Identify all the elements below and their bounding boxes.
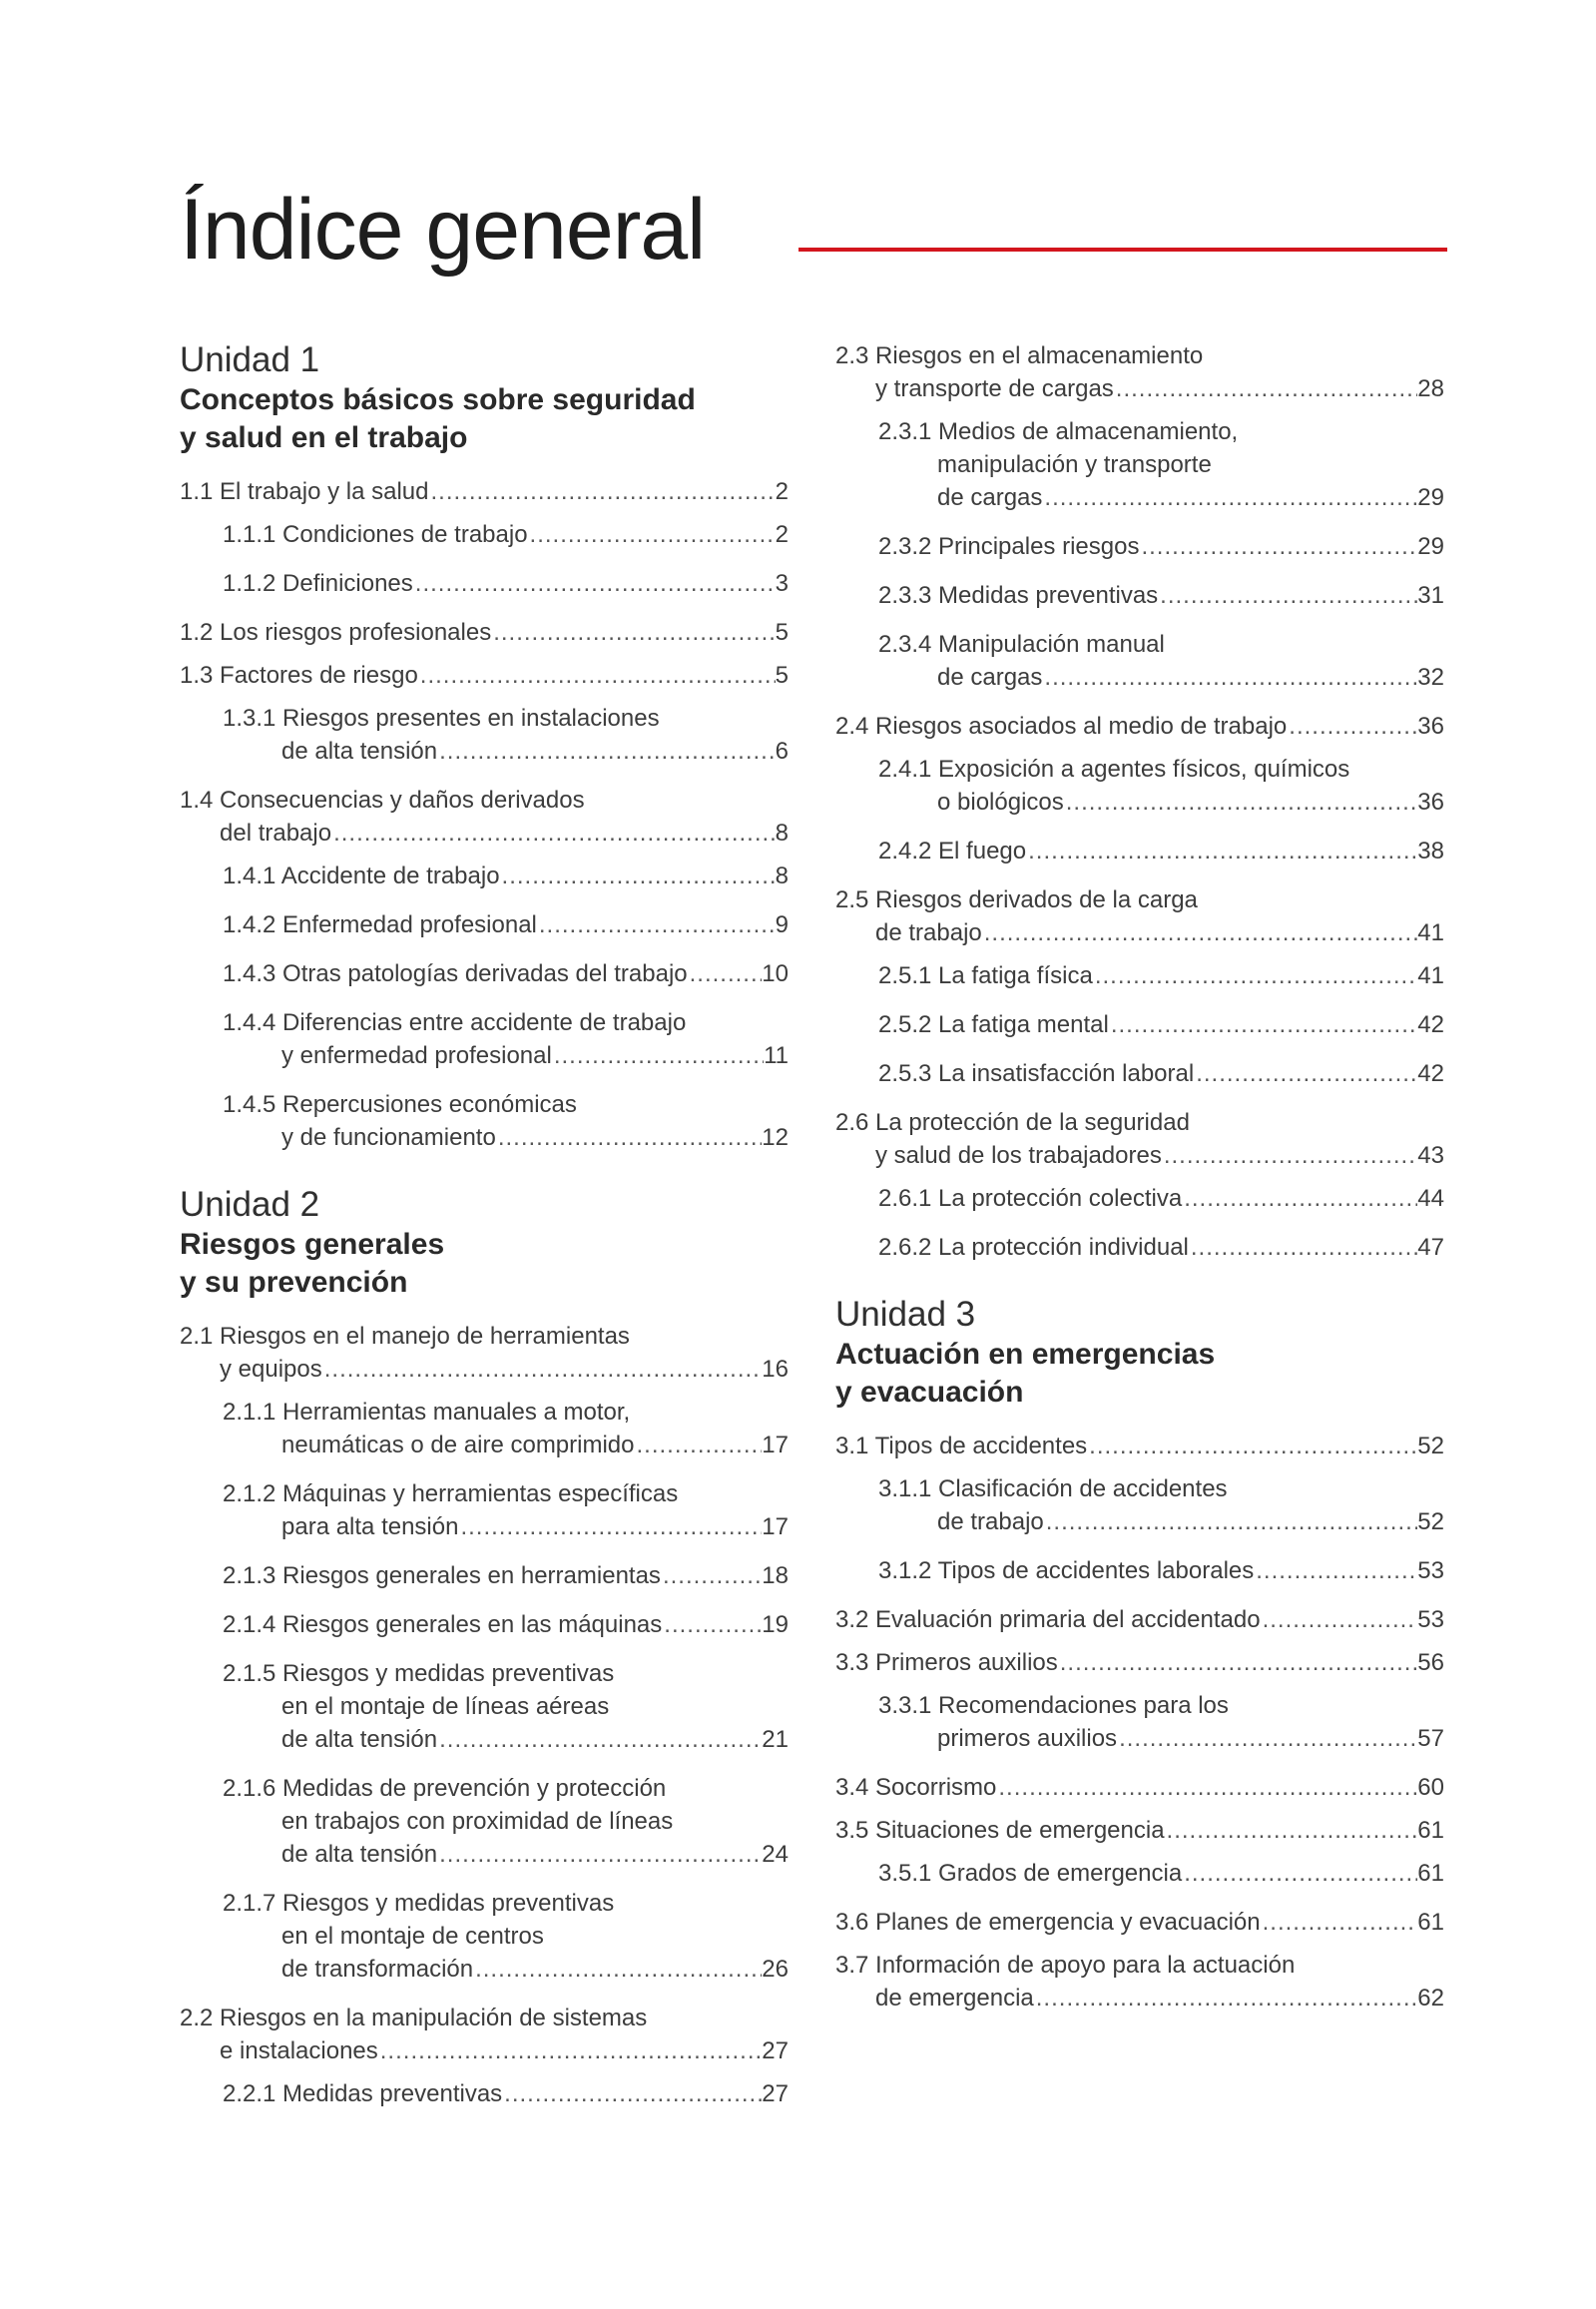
unit-label: Unidad 1 <box>180 340 320 379</box>
toc-entry-line: 2.1.7 Riesgos y medidas preventivas <box>223 1890 615 1917</box>
toc-entry[interactable] <box>835 1949 1444 2015</box>
dot-leader <box>437 1838 762 1871</box>
toc-entry-text: y enfermedad profesional <box>281 1042 552 1069</box>
toc-entry[interactable] <box>180 908 789 941</box>
toc-entry[interactable] <box>835 883 1444 949</box>
page-number: 60 <box>1417 1774 1444 1801</box>
toc-entry-line <box>835 1814 1444 1847</box>
toc-entry[interactable] <box>835 1472 1444 1538</box>
toc-entry-line <box>878 481 1444 514</box>
dot-leader <box>1194 1057 1417 1090</box>
toc-entry[interactable] <box>180 1088 789 1154</box>
dot-leader <box>1139 530 1417 563</box>
dot-leader <box>1109 1008 1417 1041</box>
toc-entry[interactable] <box>835 959 1444 992</box>
toc-entry-line: 3.1.1 Clasificación de accidentes <box>878 1475 1228 1502</box>
toc-entry-line <box>835 372 1444 405</box>
toc-entry-text: 1.4.2 Enfermedad profesional <box>223 911 537 938</box>
title-area <box>180 175 1447 285</box>
page-number: 29 <box>1417 533 1444 560</box>
toc-entry-text: 1.4.3 Otras patologías derivadas del trabajo <box>223 960 688 987</box>
page-number: 36 <box>1417 789 1444 816</box>
toc-entry[interactable] <box>835 1906 1444 1939</box>
toc-entry-text: 2.5.1 La fatiga física <box>878 962 1093 989</box>
toc-entry[interactable] <box>180 1320 789 1386</box>
toc-entry-line <box>878 1505 1444 1538</box>
toc-entry-line: 1.3.1 Riesgos presentes en instalaciones <box>223 705 660 732</box>
toc-entry-text: 2.1.3 Riesgos generales en herramientas <box>223 1562 661 1589</box>
toc-entry-line: 2.4.1 Exposición a agentes físicos, químicos <box>878 756 1350 783</box>
dot-leader <box>331 817 776 850</box>
page-number: 6 <box>775 738 789 765</box>
toc-entry-text: 2.5.2 La fatiga mental <box>878 1011 1109 1038</box>
unit-heading-line: y su prevención <box>180 1266 408 1299</box>
toc-entry-text: para alta tensión <box>281 1513 459 1540</box>
toc-entry-line <box>835 1430 1444 1462</box>
toc-entry-line: en trabajos con proximidad de líneas <box>281 1808 674 1835</box>
toc-entry-line <box>223 1510 789 1543</box>
toc-entry-text: 3.4 Socorrismo <box>835 1774 997 1801</box>
dot-leader <box>496 1121 762 1154</box>
page-number: 61 <box>1417 1817 1444 1844</box>
toc-entry[interactable] <box>180 1006 789 1072</box>
toc-entry-line: 2.1.5 Riesgos y medidas preventivas <box>223 1660 615 1687</box>
toc-entry[interactable] <box>835 1689 1444 1755</box>
page-number: 43 <box>1417 1142 1444 1169</box>
page-number: 41 <box>1417 919 1444 946</box>
toc-entry[interactable] <box>180 784 789 850</box>
toc-entry-text: 2.3.3 Medidas preventivas <box>878 582 1159 609</box>
toc-entry-text: 2.1.4 Riesgos generales en las máquinas <box>223 1611 663 1638</box>
dot-leader <box>437 1723 762 1756</box>
toc-entry-text: de emergencia <box>875 1985 1034 2012</box>
toc-entry-text: de cargas <box>937 484 1043 511</box>
page-number: 8 <box>775 863 789 889</box>
toc-entry-text: 1.3 Factores de riesgo <box>180 662 418 689</box>
dot-leader <box>1254 1554 1417 1587</box>
toc-entry-text: y de funcionamiento <box>281 1124 496 1151</box>
toc-entry[interactable] <box>835 530 1444 563</box>
toc-entry-line: manipulación y transporte <box>937 451 1212 478</box>
toc-entry[interactable] <box>180 1396 789 1461</box>
dot-leader <box>661 1559 762 1592</box>
unit-heading <box>835 1336 1444 1412</box>
toc-entry-line <box>223 567 789 600</box>
toc-entry[interactable] <box>835 339 1444 405</box>
toc-entry-text: 3.1 Tipos de accidentes <box>835 1433 1088 1459</box>
dot-leader <box>528 518 776 551</box>
dot-leader <box>1182 1182 1417 1215</box>
dot-leader <box>552 1039 764 1072</box>
toc-entry-text: de alta tensión <box>281 738 438 765</box>
unit-heading-line: Riesgos generales <box>180 1228 445 1261</box>
page-number: 11 <box>764 1042 789 1069</box>
toc-column-left <box>180 339 789 2140</box>
toc-entry-line <box>223 735 789 768</box>
title-rule <box>798 248 1447 252</box>
toc-entry-text: 1.1.1 Condiciones de trabajo <box>223 521 528 548</box>
page-title: Índice general <box>180 182 706 278</box>
toc-entry[interactable] <box>835 1554 1444 1587</box>
toc-entry-line: 2.1.2 Máquinas y herramientas específicas <box>223 1480 679 1507</box>
dot-leader <box>437 735 776 768</box>
dot-leader <box>1044 1505 1418 1538</box>
toc-entry-text: 1.1.2 Definiciones <box>223 570 413 597</box>
dot-leader <box>1034 1982 1418 2015</box>
page-number: 24 <box>762 1841 789 1868</box>
toc-entry-line <box>835 1603 1444 1636</box>
toc-entry-line <box>878 1057 1444 1090</box>
page-number: 41 <box>1417 962 1444 989</box>
dot-leader <box>635 1429 763 1461</box>
dot-leader <box>428 475 775 508</box>
page-number: 42 <box>1417 1060 1444 1087</box>
page-number: 16 <box>762 1356 789 1383</box>
dot-leader <box>378 2034 763 2067</box>
toc-entry-line: 2.1.6 Medidas de prevención y protección <box>223 1775 667 1802</box>
toc-entry-text: e instalaciones <box>220 2037 378 2064</box>
toc-entry[interactable] <box>180 860 789 892</box>
dot-leader <box>1064 786 1418 819</box>
toc-entry-line <box>878 959 1444 992</box>
toc-entry-text: 2.4.2 El fuego <box>878 838 1027 865</box>
toc-entry-text: 2.3.2 Principales riesgos <box>878 533 1140 560</box>
toc-entry-line <box>878 786 1444 819</box>
toc-entry[interactable] <box>180 567 789 600</box>
page-number: 27 <box>762 2037 789 2064</box>
dot-leader <box>491 616 775 649</box>
toc-entry-line: 3.3.1 Recomendaciones para los <box>878 1692 1229 1719</box>
toc-entry-line <box>223 1429 789 1461</box>
toc-entry-text: y salud de los trabajadores <box>875 1142 1162 1169</box>
toc-entry[interactable] <box>835 1814 1444 1847</box>
page-number: 18 <box>762 1562 789 1589</box>
dot-leader <box>322 1353 763 1386</box>
page-number: 56 <box>1417 1649 1444 1676</box>
dot-leader <box>982 916 1418 949</box>
page-number: 19 <box>762 1611 789 1638</box>
toc-entry-text: de alta tensión <box>281 1726 438 1753</box>
page-number: 12 <box>762 1124 789 1151</box>
toc-entry[interactable] <box>180 2077 789 2110</box>
toc-entry-line: 2.3.1 Medios de almacenamiento, <box>878 418 1239 445</box>
toc-entry-text: 2.6.1 La protección colectiva <box>878 1185 1183 1212</box>
toc-entry-text: neumáticas o de aire comprimido <box>281 1432 635 1458</box>
toc-entry-line <box>180 475 789 508</box>
toc-entry-text: de transformación <box>281 1956 474 1983</box>
dot-leader <box>418 659 776 692</box>
toc-entry[interactable] <box>835 1430 1444 1462</box>
page-number: 53 <box>1417 1606 1444 1633</box>
toc-entry-line <box>223 518 789 551</box>
unit-heading-line: Conceptos básicos sobre seguridad <box>180 383 696 416</box>
toc-entry[interactable] <box>180 957 789 990</box>
page-number: 47 <box>1417 1234 1444 1261</box>
dot-leader <box>458 1510 762 1543</box>
dot-leader <box>500 860 776 892</box>
toc-entry-text: 2.5.3 La insatisfacción laboral <box>878 1060 1195 1087</box>
toc-entry[interactable] <box>835 628 1444 694</box>
page-number: 17 <box>762 1513 789 1540</box>
toc-entry[interactable] <box>180 475 789 508</box>
page-number: 5 <box>775 662 789 689</box>
unit-heading <box>180 381 789 457</box>
toc-entry-text: 1.1 El trabajo y la salud <box>180 478 429 505</box>
page-number: 5 <box>775 619 789 646</box>
unit-block <box>180 339 789 1154</box>
toc-entry-line <box>835 916 1444 949</box>
toc-entry-line: 1.4 Consecuencias y daños derivados <box>180 787 585 814</box>
toc-entry-line: 3.7 Información de apoyo para la actuación <box>835 1952 1296 1979</box>
toc-entry-line <box>835 710 1444 743</box>
toc-entry[interactable] <box>835 1231 1444 1264</box>
toc-entry-text: de trabajo <box>875 919 982 946</box>
page-number: 61 <box>1417 1909 1444 1936</box>
page-number: 62 <box>1417 1985 1444 2012</box>
unit-label: Unidad 3 <box>835 1295 976 1334</box>
toc-entry[interactable] <box>835 753 1444 819</box>
toc-entry-line <box>223 860 789 892</box>
toc-entry-line: 2.2 Riesgos en la manipulación de sistemas <box>180 2005 648 2031</box>
toc-entry-line <box>835 1982 1444 2015</box>
page-number: 32 <box>1417 664 1444 691</box>
dot-leader <box>1165 1814 1418 1847</box>
toc-entry-line <box>180 2034 789 2067</box>
toc-entry[interactable] <box>180 702 789 768</box>
toc-entry-line <box>180 659 789 692</box>
toc-entry-line: 2.3.4 Manipulación manual <box>878 631 1165 658</box>
toc-entry[interactable] <box>180 659 789 692</box>
page-number: 2 <box>775 478 789 505</box>
unit-block <box>835 1294 1444 2015</box>
page-number: 53 <box>1417 1557 1444 1584</box>
unit-block <box>180 1184 789 2110</box>
toc-entry-line <box>223 1723 789 1756</box>
page-number: 52 <box>1417 1433 1444 1459</box>
toc-entry-line: 1.4.5 Repercusiones económicas <box>223 1091 577 1118</box>
page-number: 31 <box>1417 582 1444 609</box>
dot-leader <box>1261 1603 1418 1636</box>
toc-entry-text: de trabajo <box>937 1508 1044 1535</box>
toc-entry[interactable] <box>835 1106 1444 1172</box>
toc-entry-text: de cargas <box>937 664 1043 691</box>
page-number: 44 <box>1417 1185 1444 1212</box>
toc-entry[interactable] <box>835 1646 1444 1679</box>
page-number: 26 <box>762 1956 789 1983</box>
toc-entry[interactable] <box>835 1771 1444 1804</box>
dot-leader <box>996 1771 1417 1804</box>
toc-entry[interactable] <box>835 1857 1444 1890</box>
toc-column-right <box>835 339 1444 2044</box>
dot-leader <box>1189 1231 1417 1264</box>
toc-entry-line: en el montaje de líneas aéreas <box>281 1693 610 1720</box>
toc-entry-line <box>878 579 1444 612</box>
toc-entry-line <box>835 1646 1444 1679</box>
toc-entry-text: de alta tensión <box>281 1841 438 1868</box>
toc-entry[interactable] <box>180 1477 789 1543</box>
toc-entry[interactable] <box>180 1559 789 1592</box>
page-number: 21 <box>762 1726 789 1753</box>
toc-entry[interactable] <box>180 1772 789 1871</box>
toc-entry-line <box>180 817 789 850</box>
toc-entry-line <box>878 835 1444 867</box>
unit-heading-line: Actuación en emergencias <box>835 1338 1216 1371</box>
toc-entry[interactable] <box>835 1057 1444 1090</box>
dot-leader <box>1026 835 1417 867</box>
toc-entry-line <box>223 957 789 990</box>
page-number: 9 <box>775 911 789 938</box>
toc-entry[interactable] <box>835 1182 1444 1215</box>
toc-entry-text: o biológicos <box>937 789 1064 816</box>
dot-leader <box>1182 1857 1417 1890</box>
page-number: 3 <box>775 570 789 597</box>
dot-leader <box>502 2077 762 2110</box>
toc-entry[interactable] <box>180 518 789 551</box>
toc-entry[interactable] <box>835 835 1444 867</box>
page-number: 42 <box>1417 1011 1444 1038</box>
toc-entry[interactable] <box>835 1603 1444 1636</box>
toc-entry-line <box>878 1554 1444 1587</box>
toc-entry-text: 2.4 Riesgos asociados al medio de trabajo <box>835 713 1288 740</box>
toc-entry-text: 3.5 Situaciones de emergencia <box>835 1817 1165 1844</box>
toc-entry-line <box>180 1353 789 1386</box>
toc-entry-line <box>223 2077 789 2110</box>
toc-entry-line <box>223 1838 789 1871</box>
toc-entry-line <box>835 1906 1444 1939</box>
dot-leader <box>1058 1646 1418 1679</box>
toc-entry-text: 3.2 Evaluación primaria del accidentado <box>835 1606 1261 1633</box>
toc-entry-line <box>180 616 789 649</box>
dot-leader <box>537 908 776 941</box>
toc-entry-line: 2.3 Riesgos en el almacenamiento <box>835 342 1204 369</box>
toc-entry-line <box>223 908 789 941</box>
toc-entry-line <box>223 1608 789 1641</box>
toc-entry-line <box>878 1722 1444 1755</box>
toc-entry-line <box>835 1771 1444 1804</box>
toc-entry-line: 1.4.4 Diferencias entre accidente de trabajo <box>223 1009 687 1036</box>
dot-leader <box>1158 579 1417 612</box>
toc-entry[interactable] <box>835 415 1444 514</box>
toc-entry-text: 3.3 Primeros auxilios <box>835 1649 1058 1676</box>
toc-entry-line <box>223 1559 789 1592</box>
toc-entry[interactable] <box>180 616 789 649</box>
toc-entry-line <box>223 1039 789 1072</box>
dot-leader <box>473 1953 762 1986</box>
page-number: 28 <box>1417 375 1444 402</box>
toc-entry-line <box>878 1182 1444 1215</box>
unit-block <box>835 339 1444 1264</box>
dot-leader <box>1114 372 1418 405</box>
page-number: 8 <box>775 820 789 847</box>
toc-entry[interactable] <box>180 2002 789 2067</box>
dot-leader <box>1087 1430 1417 1462</box>
page-number: 17 <box>762 1432 789 1458</box>
toc-entry-line <box>223 1121 789 1154</box>
toc-entry-text: 2.6.2 La protección individual <box>878 1234 1189 1261</box>
toc-entry[interactable] <box>835 1008 1444 1041</box>
toc-entry-line <box>878 530 1444 563</box>
page-number: 38 <box>1417 838 1444 865</box>
toc-entry[interactable] <box>180 1887 789 1986</box>
toc-entry-text: primeros auxilios <box>937 1725 1118 1752</box>
toc-entry[interactable] <box>180 1657 789 1756</box>
dot-leader <box>1117 1722 1417 1755</box>
dot-leader <box>1287 710 1417 743</box>
toc-entry-text: del trabajo <box>220 820 332 847</box>
dot-leader <box>1261 1906 1418 1939</box>
dot-leader <box>662 1608 762 1641</box>
dot-leader <box>688 957 763 990</box>
toc-entry-text: 3.6 Planes de emergencia y evacuación <box>835 1909 1261 1936</box>
page-number: 29 <box>1417 484 1444 511</box>
toc-entry-text: y equipos <box>220 1356 322 1383</box>
toc-entry[interactable] <box>835 579 1444 612</box>
dot-leader <box>1042 481 1417 514</box>
toc-entry-text: 3.1.2 Tipos de accidentes laborales <box>878 1557 1255 1584</box>
toc-entry-line <box>878 661 1444 694</box>
toc-entry-text: 1.4.1 Accidente de trabajo <box>223 863 500 889</box>
page-number: 61 <box>1417 1860 1444 1887</box>
toc-entry-line: 2.5 Riesgos derivados de la carga <box>835 886 1198 913</box>
toc-entry-line <box>878 1857 1444 1890</box>
page-number: 2 <box>775 521 789 548</box>
page-number: 52 <box>1417 1508 1444 1535</box>
toc-entry-line <box>878 1231 1444 1264</box>
dot-leader <box>413 567 776 600</box>
toc-entry-line <box>223 1953 789 1986</box>
toc-entry[interactable] <box>180 1608 789 1641</box>
unit-heading-line: y evacuación <box>835 1376 1024 1409</box>
unit-heading <box>180 1226 789 1302</box>
toc-entry[interactable] <box>835 710 1444 743</box>
toc-entry-text: 2.2.1 Medidas preventivas <box>223 2080 503 2107</box>
toc-entry-text: 1.2 Los riesgos profesionales <box>180 619 492 646</box>
page-number: 36 <box>1417 713 1444 740</box>
dot-leader <box>1042 661 1417 694</box>
page-number: 10 <box>762 960 789 987</box>
toc-entry-line: 2.6 La protección de la seguridad <box>835 1109 1190 1136</box>
unit-heading-line: y salud en el trabajo <box>180 421 468 454</box>
toc-entry-text: 3.5.1 Grados de emergencia <box>878 1860 1183 1887</box>
unit-label: Unidad 2 <box>180 1185 320 1224</box>
page-number: 27 <box>762 2080 789 2107</box>
dot-leader <box>1162 1139 1417 1172</box>
toc-entry-line <box>878 1008 1444 1041</box>
toc-entry-text: y transporte de cargas <box>875 375 1114 402</box>
toc-entry-line: 2.1.1 Herramientas manuales a motor, <box>223 1399 631 1426</box>
toc-entry-line: en el montaje de centros <box>281 1923 544 1950</box>
toc-entry-line <box>835 1139 1444 1172</box>
page-number: 57 <box>1417 1725 1444 1752</box>
toc-entry-line: 2.1 Riesgos en el manejo de herramientas <box>180 1323 630 1350</box>
dot-leader <box>1093 959 1417 992</box>
